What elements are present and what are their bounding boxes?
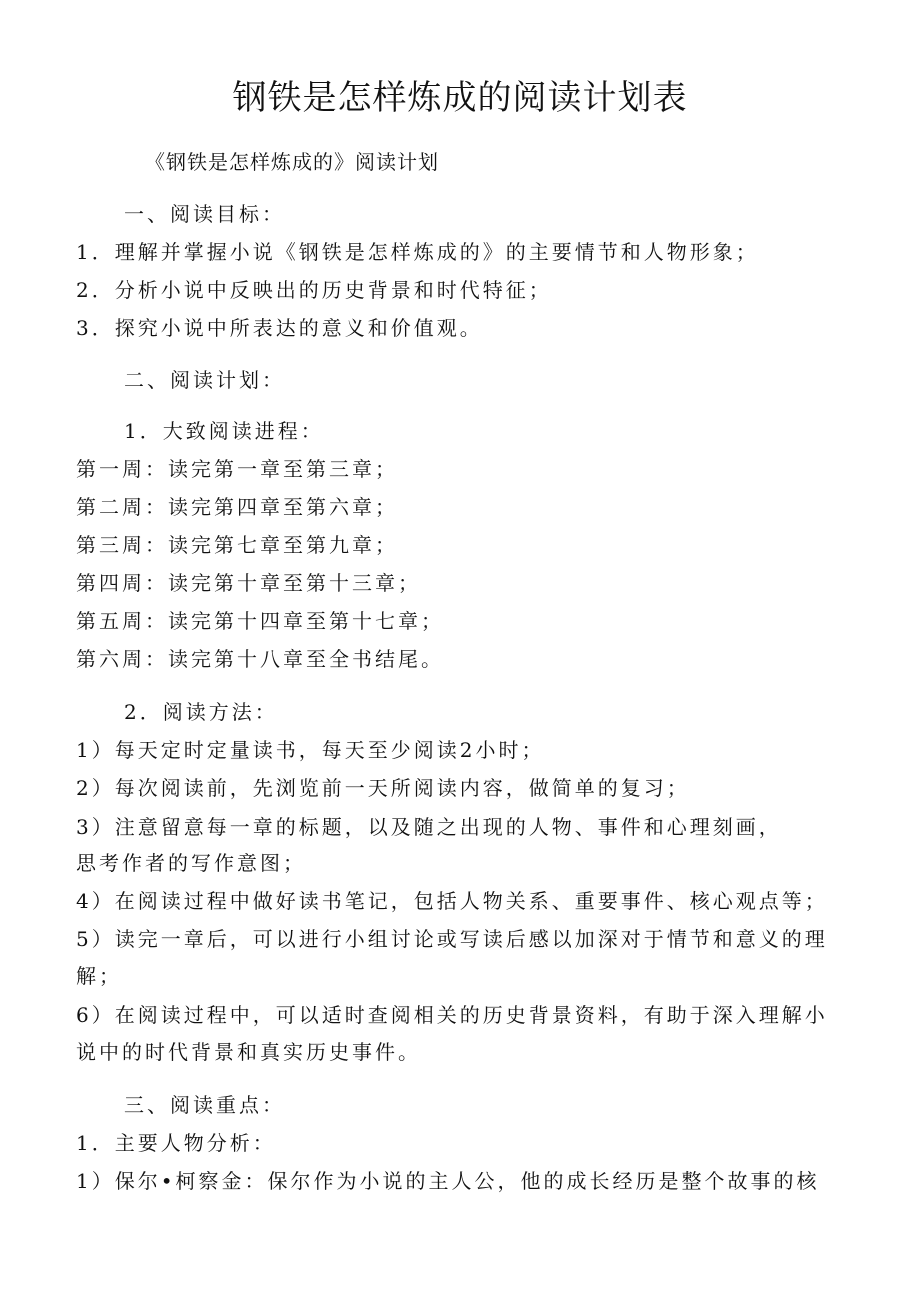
focus-item: 1）保尔•柯察金：保尔作为小说的主人公，他的成长经历是整个故事的核	[76, 1169, 820, 1193]
method-line: 思考作者的写作意图；	[76, 851, 306, 875]
method-line: 3）注意留意每一章的标题，以及随之出现的人物、事件和心理刻画，	[76, 815, 782, 839]
goal-item: 2．分析小说中反映出的历史背景和时代特征；	[76, 278, 552, 302]
section-heading-goals: 一、阅读目标：	[124, 202, 285, 226]
subsection-heading-methods: 2．阅读方法：	[124, 700, 278, 724]
method-line: 1）每天定时定量读书，每天至少阅读2小时；	[76, 738, 545, 762]
method-line: 解；	[76, 964, 122, 988]
week-item: 第五周：读完第十四章至第十七章；	[76, 609, 444, 633]
method-line: 5）读完一章后，可以进行小组讨论或写读后感以加深对于情节和意义的理	[76, 927, 828, 951]
section-heading-plan: 二、阅读计划：	[124, 368, 285, 392]
week-item: 第二周：读完第四章至第六章；	[76, 495, 398, 519]
method-line: 2）每次阅读前，先浏览前一天所阅读内容，做简单的复习；	[76, 776, 690, 800]
goal-item: 3．探究小说中所表达的意义和价值观。	[76, 316, 483, 340]
page-title: 钢铁是怎样炼成的阅读计划表	[232, 78, 688, 118]
focus-item: 1．主要人物分析：	[76, 1131, 276, 1155]
week-item: 第六周：读完第十八章至全书结尾。	[76, 647, 444, 671]
week-item: 第三周：读完第七章至第九章；	[76, 533, 398, 557]
section-heading-focus: 三、阅读重点：	[124, 1093, 285, 1117]
week-item: 第一周：读完第一章至第三章；	[76, 457, 398, 481]
method-line: 6）在阅读过程中，可以适时查阅相关的历史背景资料，有助于深入理解小	[76, 1003, 828, 1027]
subsection-heading-progress: 1．大致阅读进程：	[124, 419, 324, 443]
method-line: 4）在阅读过程中做好读书笔记，包括人物关系、重要事件、核心观点等；	[76, 889, 828, 913]
week-item: 第四周：读完第十章至第十三章；	[76, 571, 421, 595]
goal-item: 1．理解并掌握小说《钢铁是怎样炼成的》的主要情节和人物形象；	[76, 240, 759, 264]
method-line: 说中的时代背景和真实历史事件。	[76, 1040, 421, 1064]
subtitle: 《钢铁是怎样炼成的》阅读计划	[145, 150, 439, 174]
